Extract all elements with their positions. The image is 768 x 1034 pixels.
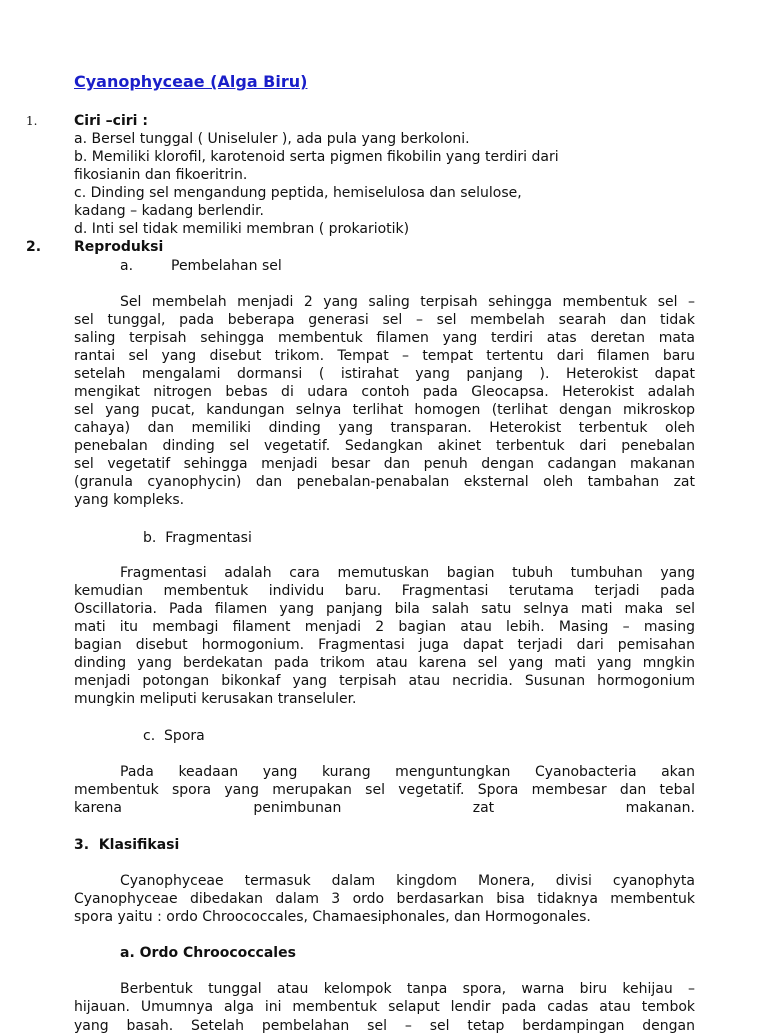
paragraph-line: yang kompleks. (74, 492, 185, 508)
paragraph-line: yang basah. Setelah pembelahan sel – sel tetap berdampingan dengan (74, 1018, 695, 1034)
paragraph-line: spora yaitu : ordo Chroococcales, Chamaesiphonales, dan Hormogonales. (74, 909, 591, 925)
paragraph-line: sel vegetatif sehingga menjadi besar dan penuh dengan cadangan makanan (74, 456, 695, 472)
paragraph-line: rantai sel yang disebut trikom. Tempat – tempat tertentu dari filamen baru (74, 348, 695, 364)
paragraph-line: (granula cyanophycin) dan penebalan-penabalan eksternal oleh tambahan zat (74, 474, 695, 490)
paragraph-line: menjadi potongan bikonkaf yang terpisah atau necridia. Susunan hormogonium (74, 673, 695, 689)
subsection-c-title: c. Spora (143, 728, 205, 744)
section-2-heading: Reproduksi (74, 239, 164, 255)
paragraph-line: kemudian membentuk individu baru. Fragmentasi terutama terjadi pada (74, 583, 695, 599)
paragraph-line: Cyanophyceae dibedakan dalam 3 ordo berdasarkan bisa tidaknya membentuk (74, 891, 695, 907)
subsection-a-label: a. (120, 258, 134, 274)
paragraph-line: Sel membelah menjadi 2 yang saling terpisah sehingga membentuk sel – (120, 294, 695, 310)
paragraph-line: mati itu membagi filament menjadi 2 bagian atau lebih. Masing – masing (74, 619, 695, 635)
paragraph-line: Fragmentasi adalah cara memutuskan bagian tubuh tumbuhan yang (120, 565, 695, 581)
cropped-line-container (74, 1018, 695, 1034)
section-1-number: 1. (26, 114, 38, 128)
paragraph-line: Pada keadaan yang kurang menguntungkan Cyanobacteria akan (120, 764, 695, 780)
paragraph-line: saling terpisah sehingga membentuk filamen yang terdiri atas deretan mata (74, 330, 695, 346)
section-1-line: a. Bersel tunggal ( Uniseluler ), ada pula yang berkoloni. (74, 131, 470, 147)
section-1-heading: Ciri –ciri : (74, 113, 148, 129)
paragraph-line: karena penimbunan zat makanan. (74, 800, 695, 816)
subsection-b-title: b. Fragmentasi (143, 530, 252, 546)
paragraph-line: Oscillatoria. Pada filamen yang panjang bila salah satu selnya mati maka sel (74, 601, 695, 617)
paragraph-line: sel tunggal, pada beberapa generasi sel – sel membelah searah dan tidak (74, 312, 695, 328)
ordo-a-heading: a. Ordo Chroococcales (120, 945, 296, 961)
section-1-line: fikosianin dan fikoeritrin. (74, 167, 248, 183)
section-1-line: d. Inti sel tidak memiliki membran ( prokariotik) (74, 221, 410, 237)
section-2-number: 2. (26, 239, 42, 255)
section-3-heading: 3. Klasifikasi (74, 837, 180, 853)
paragraph-line: bagian disebut hormogonium. Fragmentasi juga dapat terjadi dari pemisahan (74, 637, 695, 653)
paragraph-line: membentuk spora yang merupakan sel vegetatif. Spora membesar dan tebal (74, 782, 695, 798)
subsection-a-title: Pembelahan sel (171, 258, 282, 274)
paragraph-line: setelah mengalami dormansi ( istirahat yang panjang ). Heterokist dapat (74, 366, 695, 382)
paragraph-line: hijauan. Umumnya alga ini membentuk selaput lendir pada cadas atau tembok (74, 999, 695, 1015)
section-1-line: b. Memiliki klorofil, karotenoid serta pigmen fikobilin yang terdiri dari (74, 149, 559, 165)
paragraph-line: Cyanophyceae termasuk dalam kingdom Monera, divisi cyanophyta (120, 873, 695, 889)
paragraph-line: mungkin meliputi kerusakan transeluler. (74, 691, 357, 707)
paragraph-line: penebalan dinding sel vegetatif. Sedangkan akinet terbentuk dari penebalan (74, 438, 695, 454)
paragraph-line: dinding yang berdekatan pada trikom atau karena sel yang mati yang mngkin (74, 655, 695, 671)
paragraph-line: mengikat nitrogen bebas di udara contoh pada Gleocapsa. Heterokist adalah (74, 384, 695, 400)
page-title: Cyanophyceae (Alga Biru) (74, 72, 308, 91)
paragraph-line: Berbentuk tunggal atau kelompok tanpa spora, warna biru kehijau – (120, 981, 695, 997)
section-1-line: c. Dinding sel mengandung peptida, hemiselulosa dan selulose, (74, 185, 522, 201)
paragraph-line: cahaya) dan memiliki dinding yang transparan. Heterokist terbentuk oleh (74, 420, 695, 436)
paragraph-line: sel yang pucat, kandungan selnya terlihat homogen (terlihat dengan mikroskop (74, 402, 695, 418)
section-1-line: kadang – kadang berlendir. (74, 203, 265, 219)
